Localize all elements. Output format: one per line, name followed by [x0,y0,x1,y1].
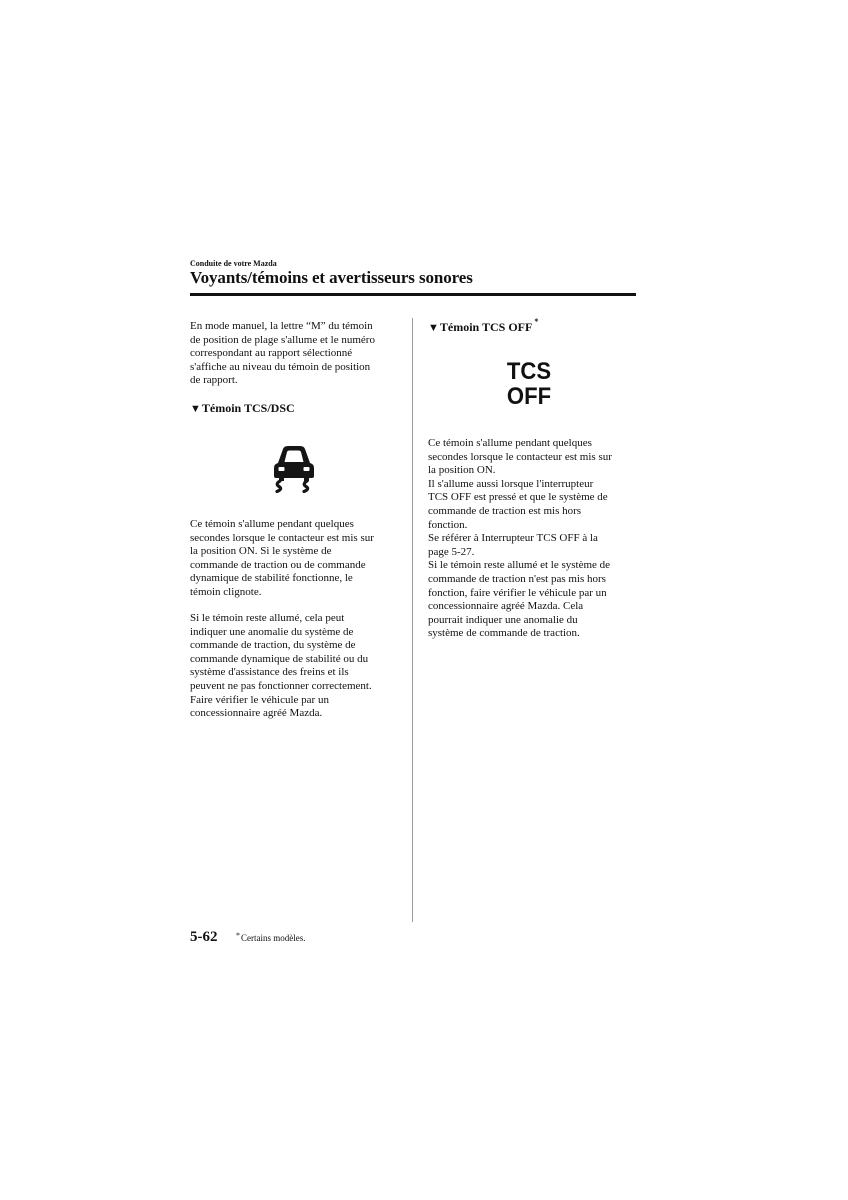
text-line: Ce témoin s'allume pendant quelques [190,518,354,530]
triangle-down-icon: ▼ [428,322,439,334]
text-line: secondes lorsque le contacteur est mis sur [190,531,374,544]
text-line: de rapport. [190,374,238,387]
text-line: s'affiche au niveau du témoin de position [190,360,371,373]
asterisk-mark: * [534,317,539,326]
text-line: la position ON. [428,464,496,477]
text-line: système d'assistance des freins et ils [190,666,349,679]
tcs-off-paragraph [428,437,643,641]
text-line: En mode manuel, la lettre “M” du témoin [190,320,373,332]
tcs-off-indicator-icon [507,359,551,409]
heading-text: Témoin TCS OFF [439,320,533,334]
text-line: la position ON. Si le système de [190,545,332,558]
tcs-dsc-heading [190,401,295,416]
text-line: peuvent ne pas fonctionner correctement. [190,679,372,692]
heading-text: Témoin TCS/DSC [201,401,295,415]
tcs-dsc-paragraph-1 [190,518,405,600]
tcs-off-icon-line-1: TCS [506,358,552,385]
tcs-dsc-skid-car-icon [272,443,316,493]
text-line: fonction. [428,518,468,531]
text-line: commande de traction, du système de [190,639,356,652]
text-line: fonction, faire vérifier le véhicule par un [428,586,607,599]
asterisk-mark: * [236,931,240,940]
text-line: concessionnaire agréé Mazda. [190,707,323,720]
text-line: dynamique de stabilité fonctionne, le [190,572,353,585]
text-line: indiquer une anomalie du système de [190,625,354,638]
tcs-off-heading [428,317,539,335]
text-line: concessionnaire agréé Mazda. Cela [428,600,584,613]
text-line: Si le témoin reste allumé et le système de [428,559,611,572]
tcs-dsc-paragraph-2 [190,612,405,721]
page-number: 5-62 [190,929,218,945]
text-line: commande de traction est mis hors [428,504,582,517]
section-label: Conduite de votre Mazda [190,259,277,268]
text-line: de position de plage s'allume et le numéro [190,333,375,346]
triangle-down-icon: ▼ [190,403,201,415]
text-line: pourrait indiquer une anomalie du [428,613,578,626]
text-line: commande de traction ou de commande [190,558,366,571]
text-line: Se référer à Interrupteur TCS OFF à la [428,532,598,545]
text-line: commande dynamique de stabilité ou du [190,652,369,665]
title-rule [190,293,636,296]
text-line: système de commande de traction. [428,627,580,640]
text-line: Ce témoin s'allume pendant quelques [428,437,592,449]
column-divider [412,318,413,922]
intro-paragraph [190,320,405,388]
text-line: témoin clignote. [190,585,262,598]
text-line: Il s'allume aussi lorsque l'interrupteur [428,477,594,490]
text-line: page 5-27. [428,545,475,558]
footnote [236,933,306,943]
tcs-off-icon-line-2: OFF [506,383,552,410]
text-line: TCS OFF est pressé et que le système de [428,491,608,504]
text-line: correspondant au rapport sélectionné [190,347,353,360]
page-title: Voyants/témoins et avertisseurs sonores [190,268,473,287]
text-line: Si le témoin reste allumé, cela peut [190,612,345,624]
text-line: secondes lorsque le contacteur est mis sur [428,450,612,463]
footnote-text: Certains modèles. [241,933,306,943]
text-line: Faire vérifier le véhicule par un [190,693,329,706]
text-line: commande de traction n'est pas mis hors [428,572,606,585]
